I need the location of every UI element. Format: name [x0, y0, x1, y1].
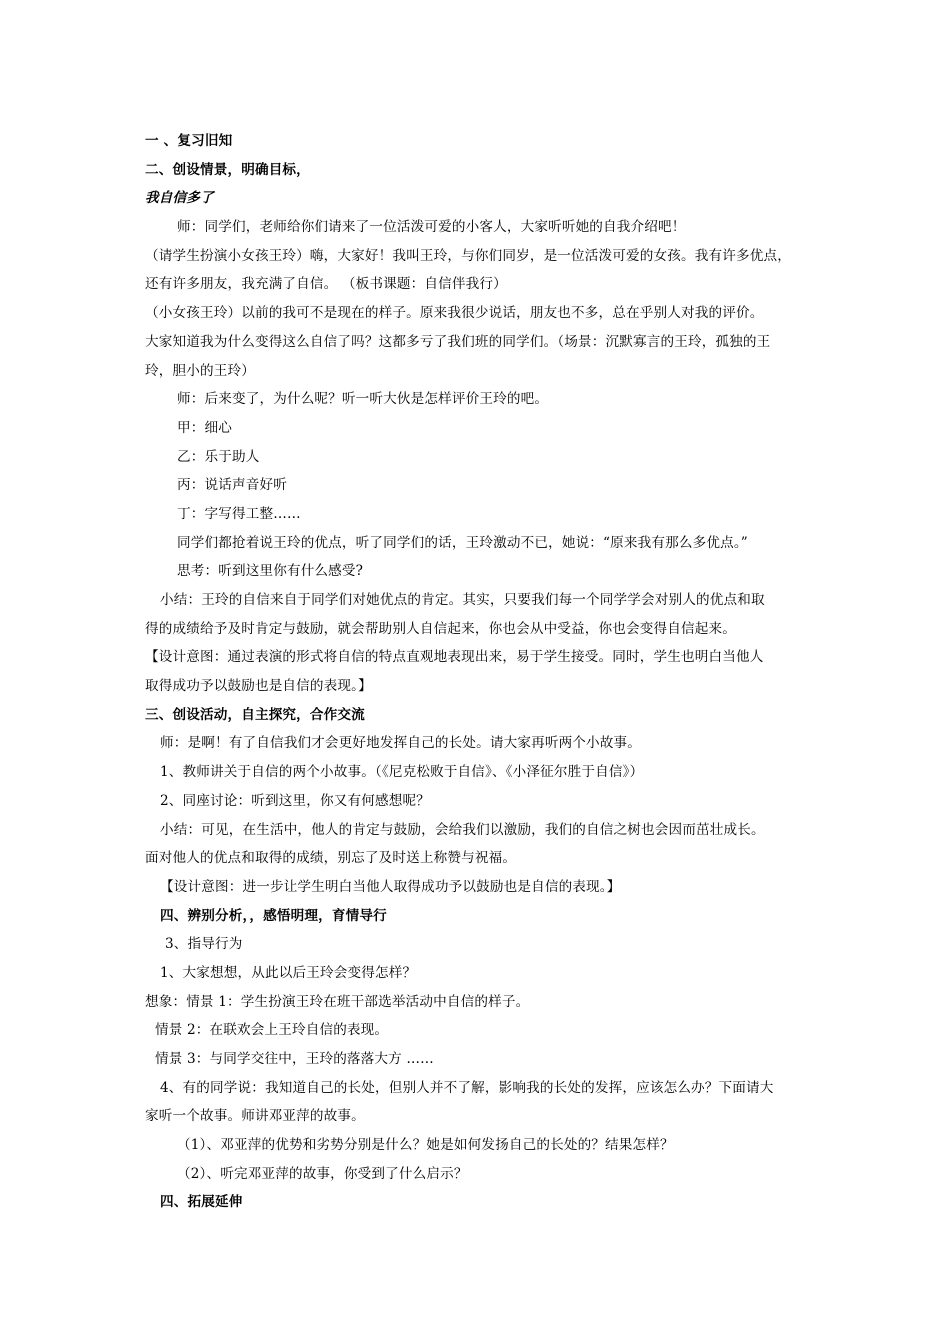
section-heading: 三、创设活动，自主探究，合作交流: [145, 706, 365, 723]
paragraph-line: 丙：说话声音好听: [177, 477, 287, 494]
paragraph-line: 思考：听到这里你有什么感受?: [177, 563, 364, 580]
paragraph-line: 同学们都抢着说王玲的优点，听了同学们的话，王玲激动不已，她说：“原来我有那么多优点。”: [177, 534, 748, 551]
paragraph-line: 小结：王玲的自信来自于同学们对她优点的肯定。其实，只要我们每一个同学学会对别人的优点和取: [160, 592, 765, 608]
paragraph-line: （2）、听完邓亚萍的故事，你受到了什么启示？: [177, 1165, 468, 1182]
paragraph-line: 乙：乐于助人: [177, 448, 260, 465]
paragraph-line: （1）、邓亚萍的优势和劣势分别是什么？她是如何发扬自己的长处的？结果怎样？: [177, 1137, 674, 1154]
paragraph-line: 情景 2：在联欢会上王玲自信的表现。: [155, 1022, 389, 1039]
section-heading: 四、辨别分析，，感悟明理，育情导行: [160, 907, 387, 924]
paragraph-line: 甲：细心: [177, 419, 232, 436]
paragraph-line: 情景 3：与同学交往中，王玲的落落大方 ……: [155, 1051, 434, 1067]
paragraph-line: 师：后来变了，为什么呢？听一听大伙是怎样评价王玲的吧。: [177, 391, 549, 408]
paragraph-line: 取得成功予以鼓励也是自信的表现。】: [145, 678, 372, 695]
paragraph-line: 师：是啊！有了自信我们才会更好地发挥自己的长处。请大家再听两个小故事。: [160, 735, 642, 752]
paragraph-line: 得的成绩给予及时肯定与鼓励，就会帮助别人自信起来，你也会从中受益，你也会变得自信起来。: [145, 620, 736, 637]
paragraph-line: 4、有的同学说：我知道自己的长处，但别人并不了解，影响我的长处的发挥，应该怎么办？下面请大: [160, 1079, 774, 1096]
paragraph-line: 2、同座讨论：听到这里，你又有何感想呢？: [160, 792, 430, 809]
paragraph-line: （请学生扮演小女孩王玲）嗨，大家好！我叫王玲，与你们同岁，是一位活泼可爱的女孩。我有许多优点，: [145, 247, 791, 264]
paragraph-line: 面对他人的优点和取得的成绩，别忘了及时送上称赞与祝福。: [145, 850, 517, 867]
paragraph-line: 1、大家想想，从此以后王玲会变得怎样？: [160, 964, 417, 981]
paragraph-line: 想象：情景 1：学生扮演王玲在班干部选举活动中自信的样子。: [145, 993, 530, 1010]
paragraph-line: 家听一个故事。师讲邓亚萍的故事。: [145, 1108, 365, 1125]
paragraph-line: 还有许多朋友，我充满了自信。 （板书课题：自信伴我行）: [145, 276, 507, 293]
document-body: [0, 127, 950, 1217]
paragraph-line: 3、指导行为: [165, 936, 243, 953]
section-heading: 二、创设情景，明确目标，: [145, 161, 310, 178]
section-heading: 四、拓展延伸: [160, 1194, 243, 1211]
paragraph-line: 大家知道我为什么变得这么自信了吗？这都多亏了我们班的同学们。（场景：沉默寡言的王玲，孤独的王: [145, 333, 771, 350]
section-heading: 一 、复习旧知: [145, 133, 233, 149]
paragraph-line: 【设计意图：通过表演的形式将自信的特点直观地表现出来，易于学生接受。同时，学生也明白当他人: [145, 649, 764, 666]
paragraph-line: （小女孩王玲）以前的我可不是现在的样子。原来我很少说话，朋友也不多，总在乎别人对我的评价。: [145, 305, 764, 322]
paragraph-line: 丁：字写得工整……: [177, 505, 301, 522]
paragraph-line: 小结：可见，在生活中，他人的肯定与鼓励，会给我们以激励，我们的自信之树也会因而茁壮成长。: [160, 821, 765, 838]
paragraph-line: 玲，胆小的王玲）: [145, 362, 255, 379]
paragraph-line: 1、教师讲关于自信的两个小故事。（《尼克松败于自信》、《小泽征尔胜于自信》）: [160, 764, 644, 781]
paragraph-line: 【设计意图：进一步让学生明白当他人取得成功予以鼓励也是自信的表现。】: [160, 878, 621, 895]
paragraph-line: 师：同学们，老师给你们请来了一位活泼可爱的小客人，大家听听她的自我介绍吧！: [177, 219, 686, 236]
section-heading: 我自信多了: [145, 190, 214, 207]
